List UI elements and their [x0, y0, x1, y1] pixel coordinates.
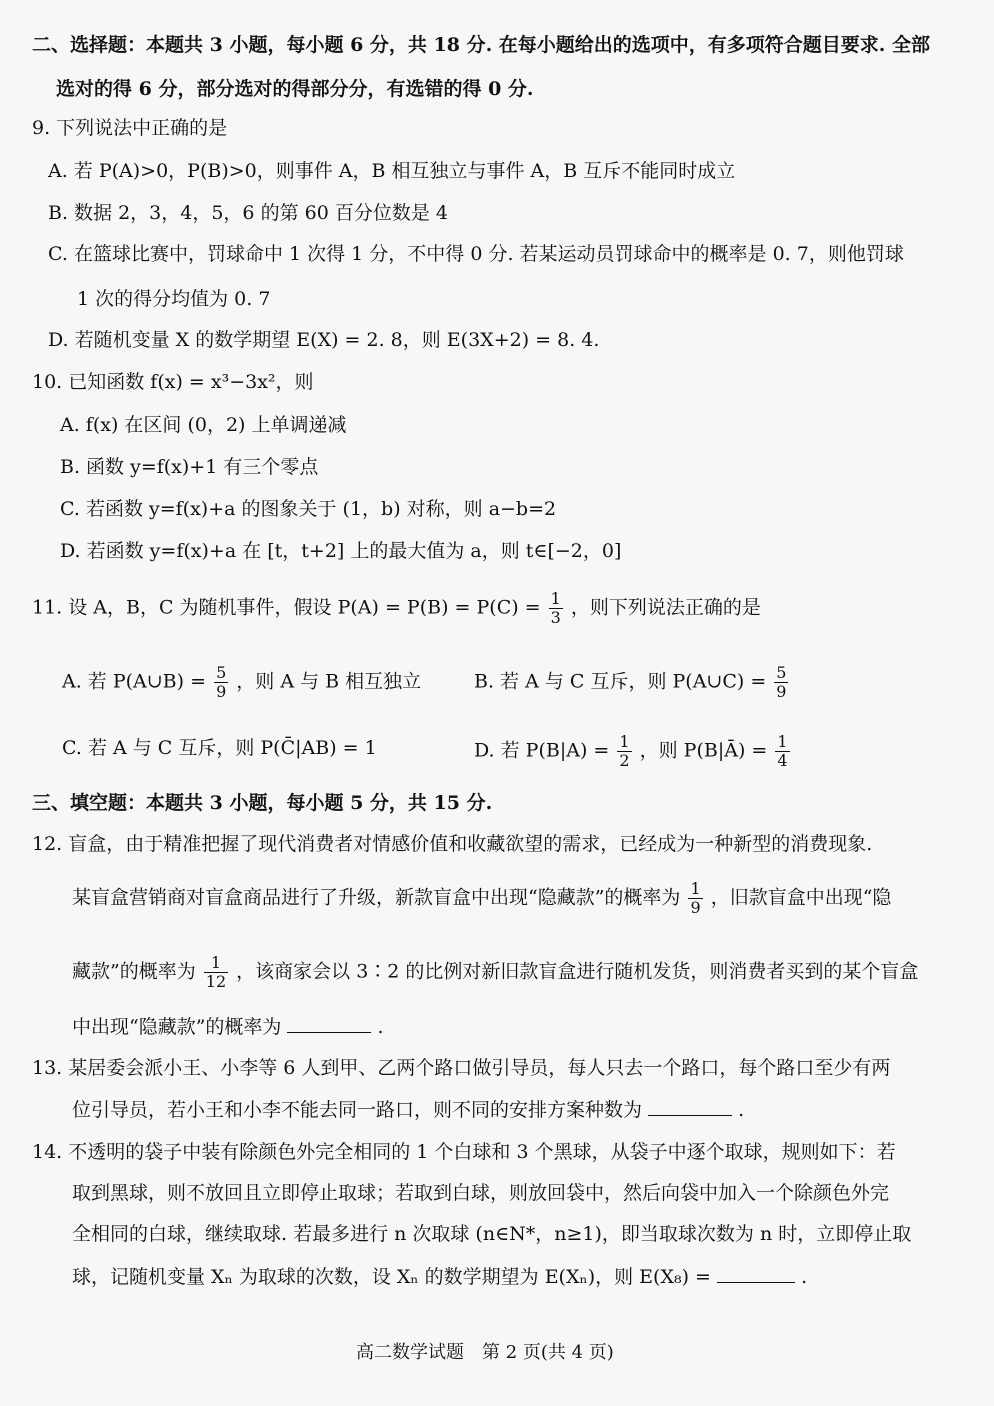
q11-option-d: [474, 733, 792, 770]
fraction-numerator: 1: [210, 953, 222, 972]
q14-line-2: 取到黑球，则不放回且立即停止取球；若取到白球，则放回袋中，然后向袋中加入一个除颜色外完: [72, 1182, 890, 1204]
q11-stem-post: ，则下列说法正确的是: [570, 596, 761, 619]
q12-line-3: [72, 954, 918, 991]
q12-line-2-pre: 某盲盒营销商对盲盒商品进行了升级，新款盲盒中出现“隐藏款”的概率为: [72, 886, 681, 909]
q12-line-4: [72, 1014, 384, 1039]
fraction-denominator: 12: [205, 972, 227, 991]
q13-line-2: [72, 1097, 744, 1122]
q11-a-post: ，则 A 与 B 相互独立: [236, 670, 422, 693]
fraction-denominator: 2: [619, 751, 630, 770]
fraction-numerator: 1: [619, 732, 630, 751]
q11-a-fraction: [214, 664, 228, 701]
q11-d-mid: ，则 P(B|Ā) =: [639, 739, 768, 762]
q13-answer-blank[interactable]: [648, 1097, 732, 1116]
q14-line-3: 全相同的白球，继续取球. 若最多进行 n 次取球 (n∈N*，n≥1)，即当取球次数为 n 时，立即停止取: [72, 1223, 912, 1245]
q14-line-4-text: 球，记随机变量 Xₙ 为取球的次数，设 Xₙ 的数学期望为 E(Xₙ)，则 E(X₈) =: [72, 1266, 711, 1288]
fraction-denominator: 9: [216, 682, 227, 701]
fraction-numerator: 1: [690, 879, 701, 898]
q13-line-2-end: .: [738, 1099, 745, 1121]
q12-line-2-post: ，旧款盲盒中出现“隐: [710, 886, 892, 909]
q11-stem-fraction: [549, 590, 563, 627]
fraction-numerator: 1: [550, 589, 561, 608]
q10-option-c: C. 若函数 y=f(x)+a 的图象关于 (1，b) 对称，则 a−b=2: [60, 498, 557, 520]
q12-answer-blank[interactable]: [287, 1014, 371, 1033]
q12-fraction-old: [204, 954, 228, 991]
fraction-denominator: 4: [777, 751, 788, 770]
section-3-title: 三、填空题：本题共 3 小题，每小题 5 分，共 15 分.: [32, 792, 493, 814]
q12-line-3-post: ，该商家会以 3∶2 的比例对新旧款盲盒进行随机发货，则消费者买到的某个盲盒: [236, 960, 919, 983]
q11-option-a: [62, 664, 421, 701]
q12-line-2: [72, 880, 891, 917]
q13-line-1: 13. 某居委会派小王、小李等 6 人到甲、乙两个路口做引导员，每人只去一个路口，每个路口至少有两: [32, 1057, 891, 1079]
q11-d-fraction-1: [617, 733, 631, 770]
fraction-denominator: 9: [690, 898, 701, 917]
q10-option-a: A. f(x) 在区间 (0，2) 上单调递减: [60, 414, 347, 436]
q11-a-pre: A. 若 P(A∪B) =: [62, 670, 207, 693]
q9-stem: 9. 下列说法中正确的是: [32, 117, 228, 139]
q12-line-4-end: .: [377, 1016, 384, 1038]
q12-line-3-pre: 藏款”的概率为: [72, 960, 196, 983]
q14-line-4-end: .: [801, 1266, 808, 1288]
q10-option-b: B. 函数 y=f(x)+1 有三个零点: [60, 456, 319, 478]
q14-line-1: 14. 不透明的袋子中装有除颜色外完全相同的 1 个白球和 3 个黑球，从袋子中逐个取球，规则如下：若: [32, 1141, 896, 1163]
q11-b-pre: B. 若 A 与 C 互斥，则 P(A∪C) =: [474, 670, 767, 693]
q14-line-4: [72, 1264, 807, 1289]
fraction-numerator: 5: [776, 663, 787, 682]
q9-option-a: A. 若 P(A)>0，P(B)>0，则事件 A，B 相互独立与事件 A，B 互斥不能同时成立: [48, 160, 736, 182]
q13-line-2-text: 位引导员，若小王和小李不能去同一路口，则不同的安排方案种数为: [72, 1099, 643, 1121]
section-2-title: 二、选择题：本题共 3 小题，每小题 6 分，共 18 分. 在每小题给出的选项中，有多项符合题目要求. 全部: [32, 34, 931, 56]
q14-answer-blank[interactable]: [717, 1264, 795, 1283]
q10-stem: 10. 已知函数 f(x) = x³−3x²，则: [32, 371, 314, 393]
q10-option-d: D. 若函数 y=f(x)+a 在 [t，t+2] 上的最大值为 a，则 t∈[−2，0]: [60, 540, 622, 562]
q12-line-1: 12. 盲盒，由于精准把握了现代消费者对情感价值和收藏欲望的需求，已经成为一种新型的消费现象.: [32, 833, 873, 855]
q11-option-b: [474, 664, 790, 701]
q9-option-c-cont: 1 次的得分均值为 0. 7: [77, 288, 271, 310]
q12-fraction-new: [688, 880, 702, 917]
q11-option-c: C. 若 A 与 C 互斥，则 P(C̄|AB) = 1: [62, 737, 377, 759]
fraction-numerator: 5: [216, 663, 227, 682]
q9-option-c: C. 在篮球比赛中，罚球命中 1 次得 1 分，不中得 0 分. 若某运动员罚球命中的概率是 0. 7，则他罚球: [48, 243, 904, 265]
fraction-denominator: 9: [776, 682, 787, 701]
q9-option-b: B. 数据 2，3，4，5，6 的第 60 百分位数是 4: [48, 202, 448, 224]
q11-d-fraction-2: [775, 733, 789, 770]
q11-d-pre: D. 若 P(B|A) =: [474, 739, 610, 762]
fraction-numerator: 1: [777, 732, 788, 751]
q11-stem-pre: 11. 设 A，B，C 为随机事件，假设 P(A) = P(B) = P(C) =: [32, 596, 541, 619]
q11-b-fraction: [774, 664, 788, 701]
fraction-denominator: 3: [550, 608, 561, 627]
q11-stem: [32, 590, 761, 627]
page-footer: 高二数学试题 第 2 页(共 4 页): [356, 1342, 614, 1363]
section-2-title-cont: 选对的得 6 分，部分选对的得部分分，有选错的得 0 分.: [56, 78, 534, 100]
q12-line-4-text: 中出现“隐藏款”的概率为: [72, 1016, 282, 1038]
q9-option-d: D. 若随机变量 X 的数学期望 E(X) = 2. 8，则 E(3X+2) = 8. 4.: [48, 329, 600, 351]
